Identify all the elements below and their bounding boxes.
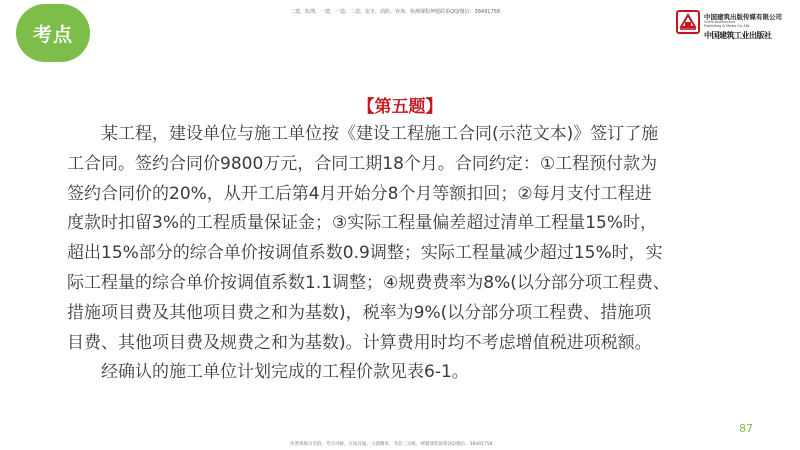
question-line: 度款时扣留3%的工程质量保证金；③实际工程量偏差超过清单工程量15%时， bbox=[67, 213, 657, 234]
publisher-calligraphy: 中国建筑工业出版社 bbox=[704, 30, 772, 40]
question-line: 措施项目费及其他项目费之和为基数)，税率为9%(以分部分项工程费、措施项 bbox=[67, 302, 652, 323]
kaodian-label: 考点 bbox=[32, 23, 73, 46]
page-number: 87 bbox=[739, 422, 753, 435]
publisher-name-en-line2: Publishing & Media Co.,Ltd. bbox=[704, 24, 751, 28]
question-title: 【第五题】 bbox=[357, 97, 443, 117]
publisher-name-cn: 中国建筑出版传媒有限公司 bbox=[704, 13, 782, 21]
publisher-logo bbox=[676, 8, 794, 38]
question-line: 某工程，建设单位与施工单位按《建设工程施工合同(示范文本)》签订了施 bbox=[101, 124, 659, 144]
publisher-name-en bbox=[704, 20, 762, 28]
question-line: 际工程量的综合单价按调值系数1.1调整；④规费费率为8%(以分部分项工程费、 bbox=[67, 272, 670, 293]
question-line: 经确认的施工单位计划完成的工程价款见表6-1。 bbox=[101, 362, 469, 383]
bottom-note: 免费视频分享群，考点讲解，在线答疑，习题精讲，考前三页纸，押题课程联系QQ/微信：38491758 bbox=[290, 442, 493, 447]
question-line: 签约合同价的20%，从开工后第4月开始分8个月等额扣回；②每月支付工程进 bbox=[67, 183, 652, 204]
question-line: 工合同。签约合同价9800万元，合同工期18个月。合同约定：①工程预付款为 bbox=[67, 153, 658, 174]
question-line: 超出15%部分的综合单价按调值系数0.9调整；实际工程量减少超过15%时，实 bbox=[67, 243, 663, 264]
question-line: 目费、其他项目费及规费之和为基数)。计算费用时均不考虑增值税进项税额。 bbox=[67, 332, 652, 353]
publisher-emblem-icon bbox=[676, 10, 700, 34]
kaodian-badge bbox=[16, 4, 90, 62]
publisher-name-en-line1: China Architecture bbox=[704, 20, 736, 24]
top-note: 二建、监理、一建、一造、二造、安全、消防、咨询、检测课程押题联系QQ/微信：38491758 bbox=[290, 9, 501, 15]
question-body bbox=[67, 120, 737, 388]
